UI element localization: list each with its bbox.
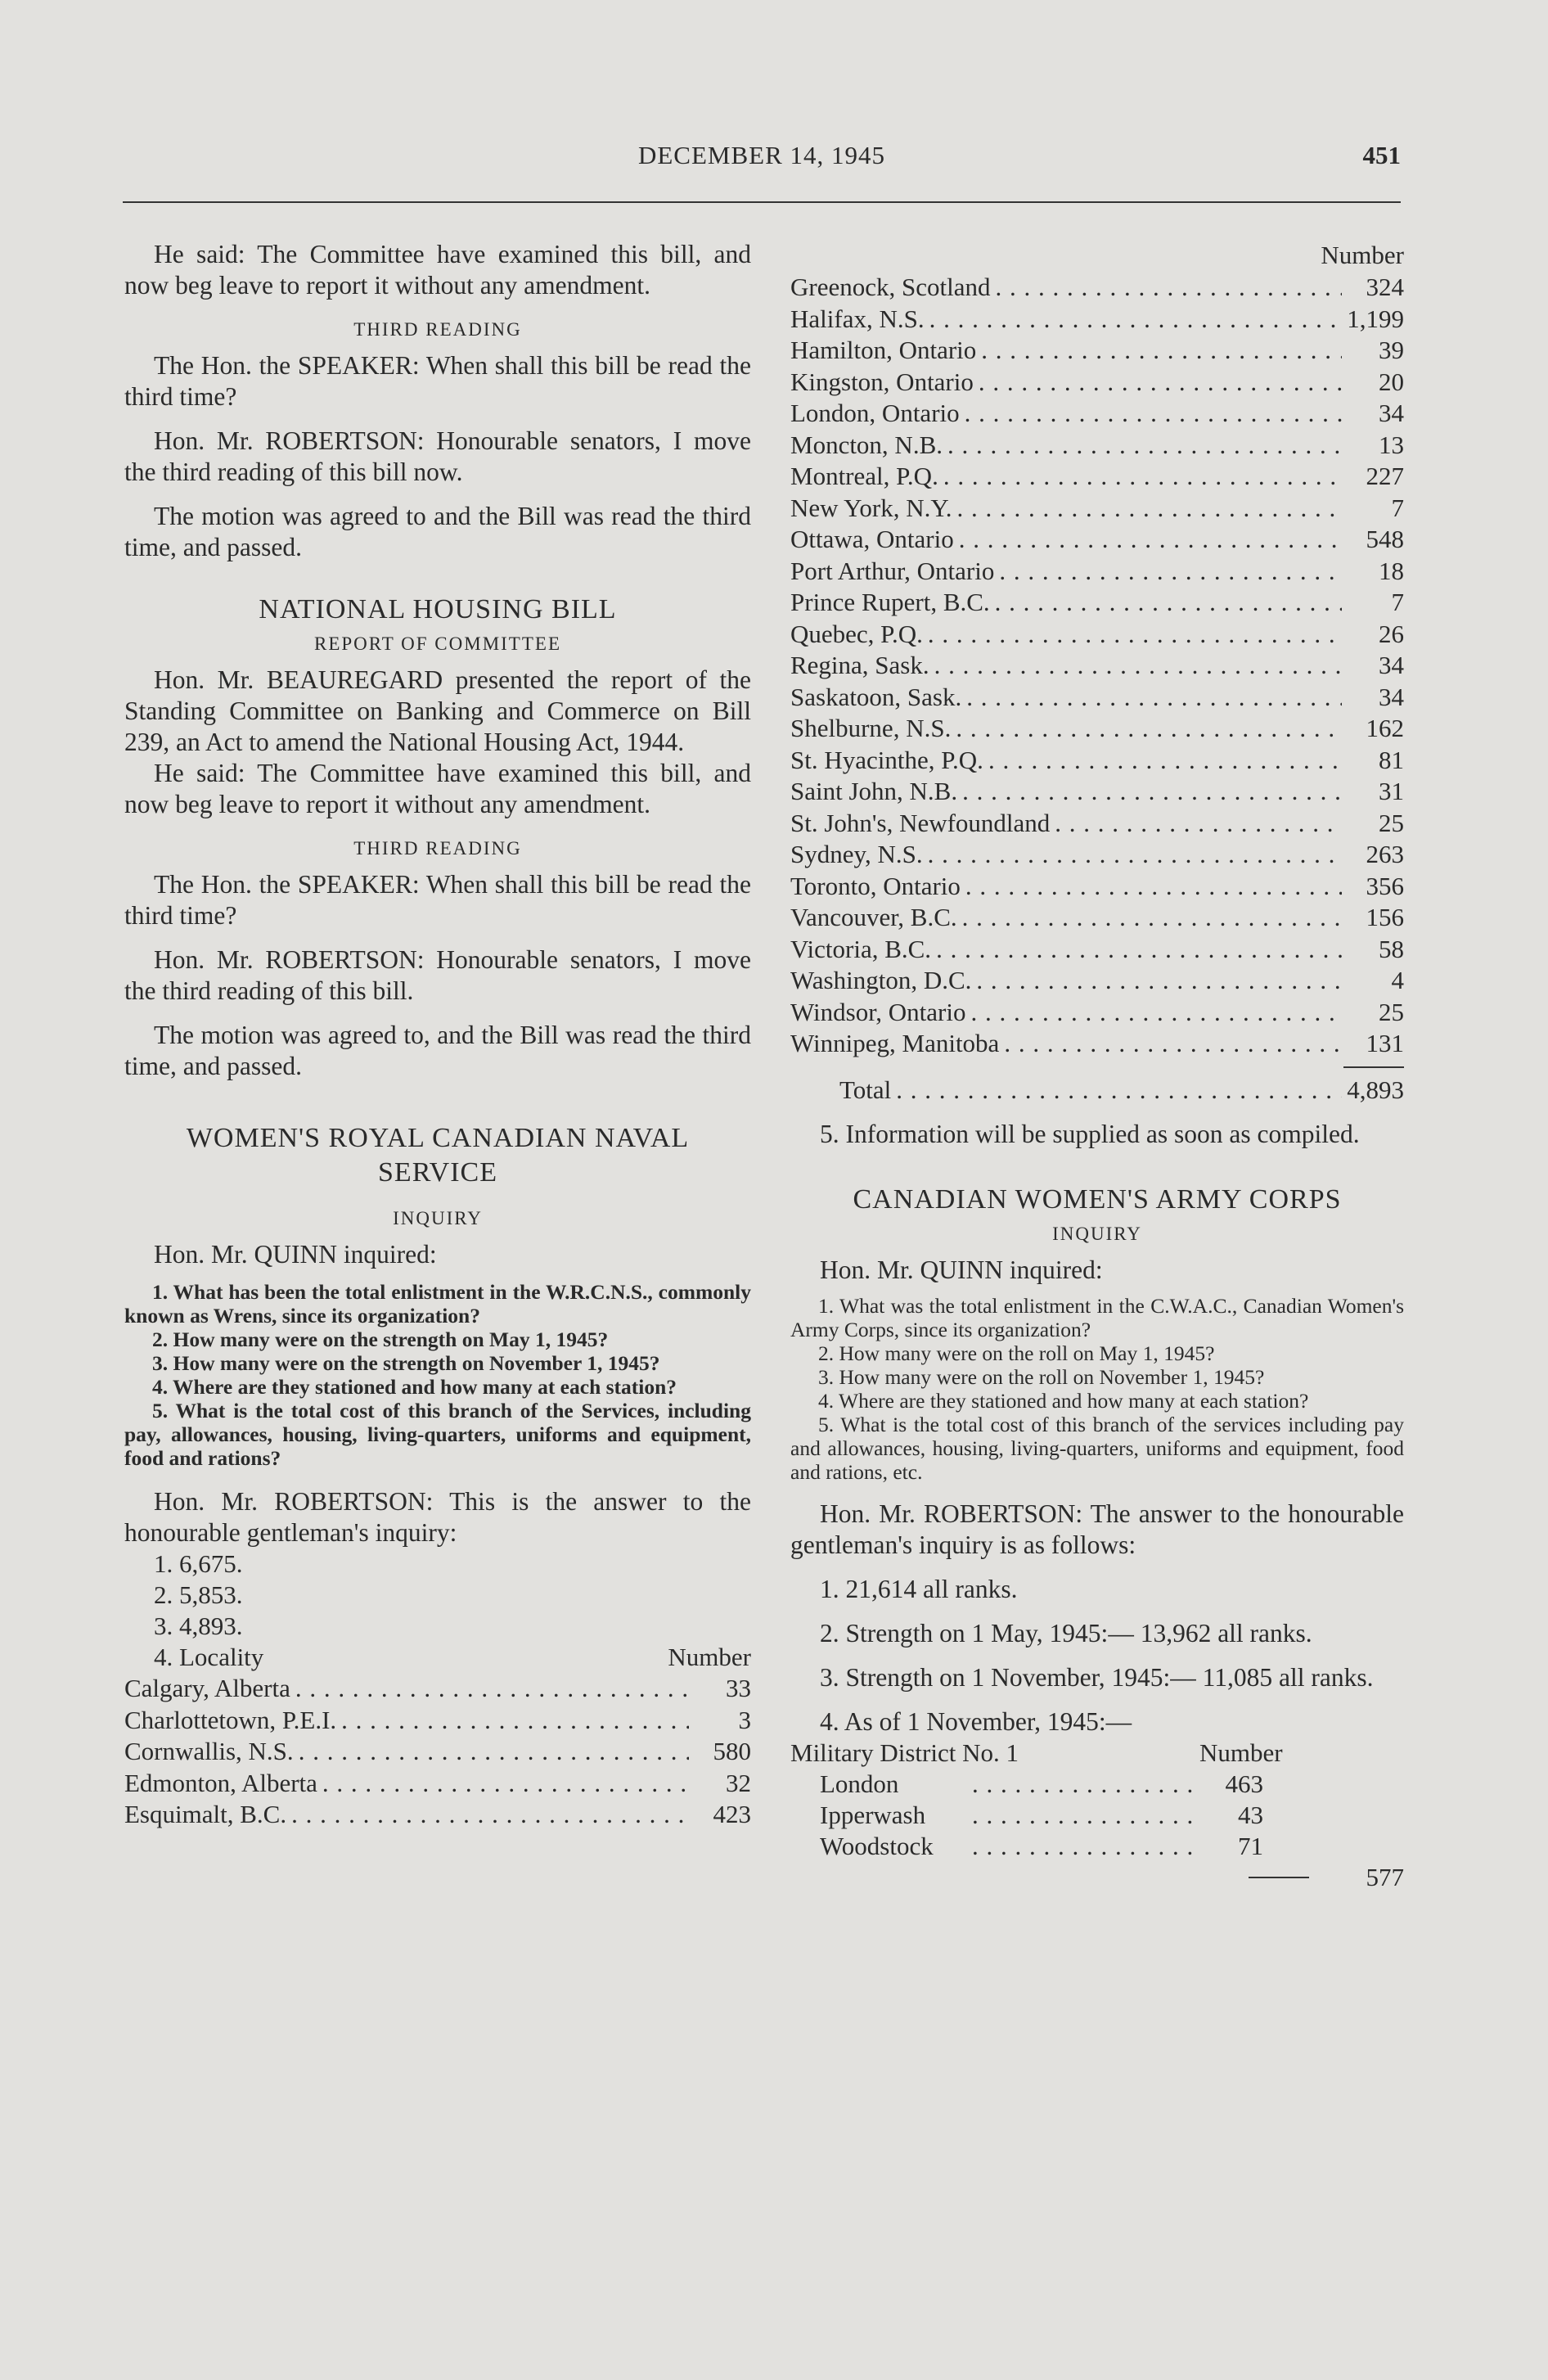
quinn-inquired: Hon. Mr. QUINN inquired: xyxy=(154,1240,437,1269)
district-row xyxy=(790,1800,1404,1831)
beauregard-report: Hon. Mr. BEAUREGARD presented the report of the Standing Committee on Banking and Commerce on Bill 239, an Act to amend the National Housing Act, 1944. xyxy=(124,665,751,756)
inquiry-question: 3. How many were on the roll on November 1, 1945? xyxy=(818,1365,1265,1389)
station-name: Hamilton, Ontario xyxy=(790,336,977,364)
motion-result: The motion was agreed to and the Bill was read the third time, and passed. xyxy=(124,502,751,561)
station-row xyxy=(790,619,1404,651)
wrcns-heading: WOMEN'S ROYAL CANADIAN NAVAL SERVICE xyxy=(186,1123,690,1188)
station-row xyxy=(790,304,1404,336)
station-number: 4 xyxy=(1391,966,1404,994)
station-name: Winnipeg, Manitoba xyxy=(790,1029,1000,1057)
cwac-heading: CANADIAN WOMEN'S ARMY CORPS xyxy=(853,1184,1342,1215)
station-row xyxy=(124,1736,751,1768)
committee-report-text-2: He said: The Committee have examined this bill, and now beg leave to report it without any amendment. xyxy=(124,759,751,818)
station-row xyxy=(790,398,1404,430)
third-reading-heading-2: THIRD READING xyxy=(353,838,522,859)
third-reading-heading: THIRD READING xyxy=(353,319,522,340)
station-name: Quebec, P.Q. xyxy=(790,619,923,648)
station-number: 33 xyxy=(726,1674,751,1702)
station-name: St. John's, Newfoundland xyxy=(790,808,1051,837)
answer-item: 4. As of 1 November, 1945:— xyxy=(820,1707,1132,1736)
station-name: Toronto, Ontario xyxy=(790,871,961,900)
station-number: 162 xyxy=(1366,714,1404,742)
station-number: 81 xyxy=(1379,745,1404,774)
station-name: New York, N.Y. xyxy=(790,493,952,522)
station-number: 227 xyxy=(1366,462,1404,490)
number-column-header: Number xyxy=(1321,241,1404,269)
locality-label: 4. Locality xyxy=(154,1643,264,1671)
station-number: 39 xyxy=(1379,336,1404,364)
report-of-committee-heading: REPORT OF COMMITTEE xyxy=(314,633,561,654)
station-row xyxy=(790,335,1404,367)
station-number: 26 xyxy=(1379,619,1404,648)
inquiry-question: 4. Where are they stationed and how many at each station? xyxy=(152,1375,677,1399)
station-row xyxy=(124,1799,751,1831)
total-label: Total xyxy=(839,1075,892,1104)
district-place: Ipperwash xyxy=(820,1801,926,1829)
station-number: 32 xyxy=(726,1768,751,1797)
robertson-motion-2: Hon. Mr. ROBERTSON: Honourable senators, I move the third reading of this bill. xyxy=(124,945,751,1005)
district-total-row xyxy=(790,1862,1404,1893)
station-number: 34 xyxy=(1379,682,1404,711)
district-number: 463 xyxy=(1225,1769,1263,1798)
station-row xyxy=(790,871,1404,903)
station-name: Ottawa, Ontario xyxy=(790,525,954,553)
inquiry-question: 5. What is the total cost of this branch of the Services, including pay, allowances, housing, living-quarters, uniforms and equipment, food and rations? xyxy=(124,1399,751,1470)
station-row xyxy=(790,934,1404,966)
station-row xyxy=(790,493,1404,525)
inquiry-question: 3. How many were on the strength on November 1, 1945? xyxy=(152,1351,660,1375)
robertson-answer-intro-2: Hon. Mr. ROBERTSON: The answer to the honourable gentleman's inquiry is as follows: xyxy=(790,1499,1404,1559)
station-number: 156 xyxy=(1366,903,1404,931)
district-number: 43 xyxy=(1238,1801,1263,1829)
station-number: 580 xyxy=(713,1737,751,1765)
inquiry-question: 5. What is the total cost of this branch of the services including pay and allowances, housing, living-quarters, uniforms and equipment, food and rations, etc. xyxy=(790,1413,1404,1484)
number-label: Number xyxy=(668,1643,751,1671)
station-row xyxy=(790,776,1404,808)
station-name: Calgary, Alberta xyxy=(124,1674,290,1702)
station-number: 1,199 xyxy=(1347,304,1404,333)
motion-result-2: The motion was agreed to, and the Bill was read the third time, and passed. xyxy=(124,1021,751,1080)
quinn-inquired-2: Hon. Mr. QUINN inquired: xyxy=(820,1255,1103,1284)
station-row xyxy=(790,965,1404,997)
station-number: 25 xyxy=(1379,997,1404,1026)
district-total-rule xyxy=(1249,1877,1309,1878)
station-name: Victoria, B.C. xyxy=(790,934,932,963)
district-header xyxy=(790,1738,1404,1769)
station-name: Edmonton, Alberta xyxy=(124,1768,317,1797)
robertson-answer-intro: Hon. Mr. ROBERTSON: This is the answer to the honourable gentleman's inquiry: xyxy=(124,1487,751,1547)
district-place: Woodstock xyxy=(820,1832,934,1860)
station-name: Washington, D.C. xyxy=(790,966,972,994)
station-number: 131 xyxy=(1366,1029,1404,1057)
inquiry-question: 1. What was the total enlistment in the C.W.A.C., Canadian Women's Army Corps, since its organization? xyxy=(790,1294,1404,1341)
station-number: 13 xyxy=(1379,430,1404,459)
inquiry-question: 4. Where are they stationed and how many at each station? xyxy=(818,1389,1309,1413)
district-number: 71 xyxy=(1238,1832,1263,1860)
station-row xyxy=(790,556,1404,588)
page-header xyxy=(123,141,1401,182)
total-row xyxy=(790,1075,1404,1107)
inquiry-question: 2. How many were on the strength on May 1, 1945? xyxy=(152,1327,609,1351)
inquiry-question: 1. What has been the total enlistment in the W.R.C.N.S., commonly known as Wrens, since its organization? xyxy=(124,1280,751,1327)
header-rule xyxy=(123,201,1401,203)
station-name: Esquimalt, B.C. xyxy=(124,1800,287,1828)
district-row xyxy=(790,1769,1404,1800)
station-number: 548 xyxy=(1366,525,1404,553)
station-name: Shelburne, N.S. xyxy=(790,714,952,742)
station-name: Windsor, Ontario xyxy=(790,997,966,1026)
station-name: Greenock, Scotland xyxy=(790,273,991,301)
district-total: 577 xyxy=(1366,1863,1404,1891)
station-name: Sydney, N.S. xyxy=(790,840,923,868)
station-row xyxy=(124,1768,751,1800)
station-row xyxy=(790,650,1404,682)
station-name: Cornwallis, N.S. xyxy=(124,1737,294,1765)
station-row xyxy=(790,902,1404,934)
station-name: Moncton, N.B. xyxy=(790,430,943,459)
speaker-question-2: The Hon. the SPEAKER: When shall this bill be read the third time? xyxy=(124,870,751,930)
station-name: Charlottetown, P.E.I. xyxy=(124,1705,337,1734)
district-place: London xyxy=(820,1769,899,1798)
inquiry-heading-2: INQUIRY xyxy=(1052,1224,1142,1244)
station-number: 263 xyxy=(1366,840,1404,868)
station-row xyxy=(790,367,1404,399)
station-name: St. Hyacinthe, P.Q. xyxy=(790,745,983,774)
right-column xyxy=(790,239,1404,1893)
station-row xyxy=(790,839,1404,871)
station-name: Vancouver, B.C. xyxy=(790,903,957,931)
left-column xyxy=(124,239,751,1831)
station-number: 34 xyxy=(1379,399,1404,427)
station-number: 20 xyxy=(1379,367,1404,396)
station-number: 324 xyxy=(1366,273,1404,301)
committee-report-text: He said: The Committee have examined this bill, and now beg leave to report it without any amendment. xyxy=(124,240,751,300)
station-number: 7 xyxy=(1391,588,1404,616)
station-name: London, Ontario xyxy=(790,399,960,427)
station-row xyxy=(790,524,1404,556)
station-number: 31 xyxy=(1379,777,1404,805)
total-rule xyxy=(1343,1066,1404,1068)
station-row xyxy=(790,430,1404,462)
station-name: Saint John, N.B. xyxy=(790,777,958,805)
speaker-question: The Hon. the SPEAKER: When shall this bill be read the third time? xyxy=(124,351,751,411)
answer-item: 2. Strength on 1 May, 1945:— 13,962 all ranks. xyxy=(820,1619,1312,1648)
station-number: 423 xyxy=(713,1800,751,1828)
station-row xyxy=(790,1028,1404,1060)
station-row xyxy=(790,682,1404,714)
station-number: 25 xyxy=(1379,808,1404,837)
station-row xyxy=(124,1673,751,1705)
station-name: Port Arthur, Ontario xyxy=(790,556,995,585)
station-number: 7 xyxy=(1391,493,1404,522)
answer-item: 3. 4,893. xyxy=(154,1611,243,1640)
answer-item: 1. 6,675. xyxy=(154,1549,243,1578)
station-row xyxy=(790,808,1404,840)
district-label: Military District No. 1 xyxy=(790,1738,1019,1767)
station-name: Saskatoon, Sask. xyxy=(790,682,962,711)
station-name: Prince Rupert, B.C. xyxy=(790,588,990,616)
station-number: 18 xyxy=(1379,556,1404,585)
answer-item: 2. 5,853. xyxy=(154,1580,243,1609)
robertson-motion: Hon. Mr. ROBERTSON: Honourable senators, I move the third reading of this bill now. xyxy=(124,426,751,486)
inquiry-heading: INQUIRY xyxy=(393,1208,483,1228)
district-number-label: Number xyxy=(1199,1738,1283,1767)
station-row xyxy=(790,713,1404,745)
district-row xyxy=(790,1831,1404,1862)
locality-header xyxy=(124,1642,751,1673)
station-row xyxy=(790,587,1404,619)
station-number: 58 xyxy=(1379,934,1404,963)
station-number: 3 xyxy=(738,1705,751,1734)
station-row xyxy=(790,745,1404,777)
answer-item: 3. Strength on 1 November, 1945:— 11,085 all ranks. xyxy=(820,1663,1374,1692)
page-number: 451 xyxy=(1362,141,1401,169)
station-number: 356 xyxy=(1366,871,1404,900)
station-row xyxy=(790,461,1404,493)
national-housing-bill-heading: NATIONAL HOUSING BILL xyxy=(259,594,617,624)
station-number: 34 xyxy=(1379,651,1404,679)
station-row xyxy=(124,1705,751,1737)
inquiry-question: 2. How many were on the roll on May 1, 1945? xyxy=(818,1341,1215,1365)
station-row xyxy=(790,997,1404,1029)
answer-item: 1. 21,614 all ranks. xyxy=(820,1575,1018,1603)
station-row xyxy=(790,272,1404,304)
station-name: Kingston, Ontario xyxy=(790,367,974,396)
information-note: 5. Information will be supplied as soon as compiled. xyxy=(820,1120,1360,1148)
station-name: Montreal, P.Q. xyxy=(790,462,938,490)
page-date: DECEMBER 14, 1945 xyxy=(637,141,886,169)
station-name: Regina, Sask. xyxy=(790,651,929,679)
station-name: Halifax, N.S. xyxy=(790,304,925,333)
total-value: 4,893 xyxy=(1347,1075,1404,1104)
